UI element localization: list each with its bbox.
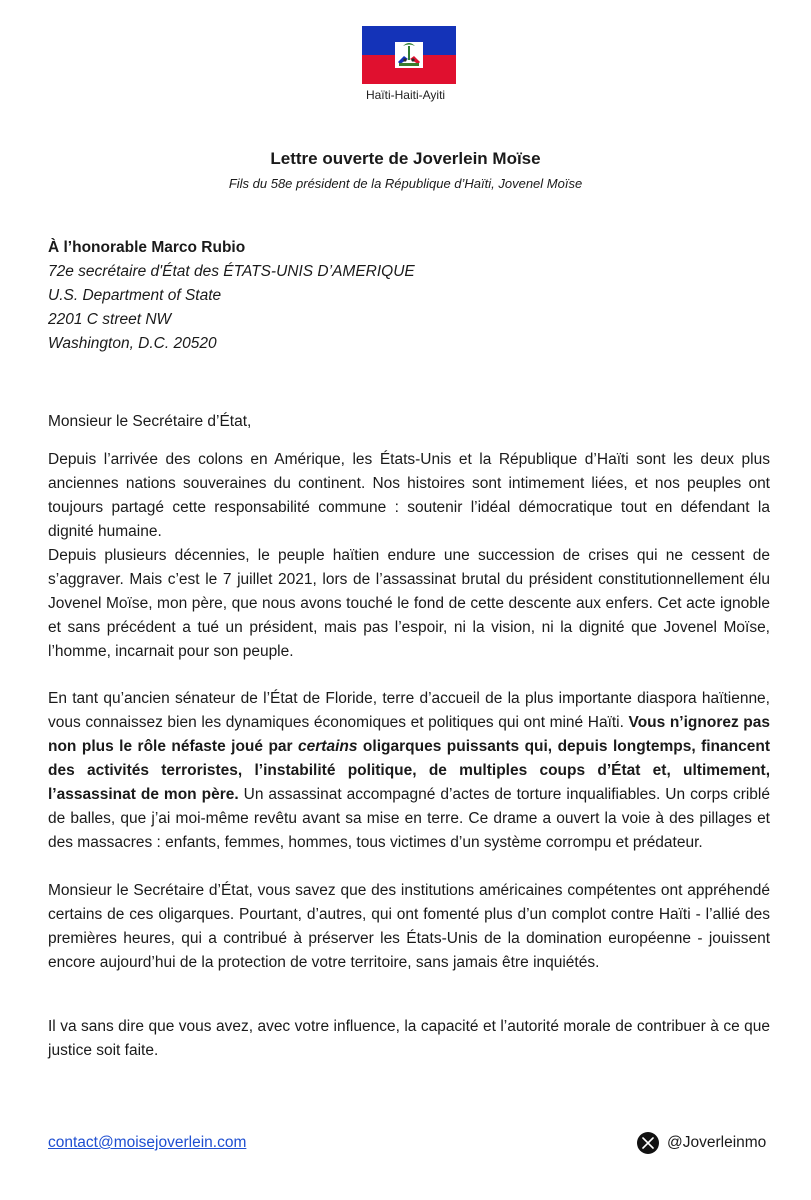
addressee-city: Washington, D.C. 20520	[48, 335, 217, 352]
social-handle[interactable]	[637, 1131, 766, 1155]
paragraph-4: Monsieur le Secrétaire d’État, vous savez que des institutions américaines compétentes ont appréhendé certains de ces oligarques. Pourtant, d’autres, qui ont fomenté plus d’un complot contre Haïti - l’allié des premières heures, qui a contribué à préserver les États-Unis de la domination européenne - jouissent encore aujourd’hui de la protection de votre territoire, sans jamais être inquiétés.	[48, 882, 770, 971]
paragraph-3-bold-italic: certains	[298, 738, 358, 755]
paragraph-3-outro: Un assassinat accompagné d’actes de torture inqualifiables. Un corps criblé de balles, que j’ai moi-même revêtu avant sa mise en terre. Ce drame a ouvert la voie à des pillages et des massacres : enfants, femmes, hommes, tous victimes d’un système corrompu et prédateur.	[48, 786, 770, 851]
paragraph-5: Il va sans dire que vous avez, avec votre influence, la capacité et l’autorité morale de contribuer à ce que justice soit faite.	[48, 1018, 770, 1059]
haiti-flag	[362, 26, 456, 84]
paragraph-3-bold-start: Vous n’ignorez pas non plus le rôle néfaste joué par	[48, 714, 771, 755]
contact-email-link[interactable]: contact@moisejoverlein.com	[48, 1134, 247, 1151]
letter-subtitle: Fils du 58e président de la République d’Haïti, Jovenel Moïse	[228, 176, 583, 191]
letter-title: Lettre ouverte de Joverlein Moïse	[270, 149, 541, 168]
addressee-title: 72e secrétaire d'État des ÉTATS-UNIS D’AMERIQUE	[48, 263, 415, 280]
paragraph-2: Depuis plusieurs décennies, le peuple haïtien endure une succession de crises qui ne cessent de s’aggraver. Mais c’est le 7 juillet 2021, lors de l’assassinat brutal du président constitutionnellement élu Jovenel Moïse, mon père, que nous avons touché le fond de cette descente aux enfers. Cet acte ignoble et sans précédent a tué un président, mais pas l’espoir, ni la vision, ni la dignité que Jovenel Moïse, l’homme, incarnait pour son peuple.	[48, 547, 770, 660]
x-logo-icon	[637, 1132, 659, 1154]
addressee-street: 2201 C street NW	[48, 311, 172, 328]
salutation: Monsieur le Secrétaire d’État,	[48, 413, 252, 430]
addressee-name: À l’honorable Marco Rubio	[48, 239, 246, 256]
flag-caption: Haïti-Haiti-Ayiti	[365, 88, 446, 102]
social-handle-text: @Joverleinmo	[667, 1134, 767, 1151]
paragraph-3-bold-end: oligarques puissants qui, depuis longtemps, financent des activités terroristes, l’instabilité politique, de multiples coups d’État et, ultimement, l’assassinat de mon père.	[48, 738, 770, 803]
paragraph-3	[48, 687, 770, 855]
paragraph-3-intro: En tant qu’ancien sénateur de l’État de Floride, terre d’accueil de la plus importante diaspora haïtienne, vous connaissez bien les dynamiques économiques et politiques qui ont miné Haïti.	[48, 690, 770, 731]
addressee-department: U.S. Department of State	[48, 287, 222, 304]
addressee-block	[48, 236, 415, 356]
paragraph-1: Depuis l’arrivée des colons en Amérique, les États-Unis et la République d’Haïti sont les deux plus anciennes nations souveraines du continent. Nos histoires sont intimement liées, et nos peuples ont toujours partagé cette responsabilité commune : soutenir l’idéal démocratique tout en défendant la dignité humaine.	[48, 451, 770, 540]
